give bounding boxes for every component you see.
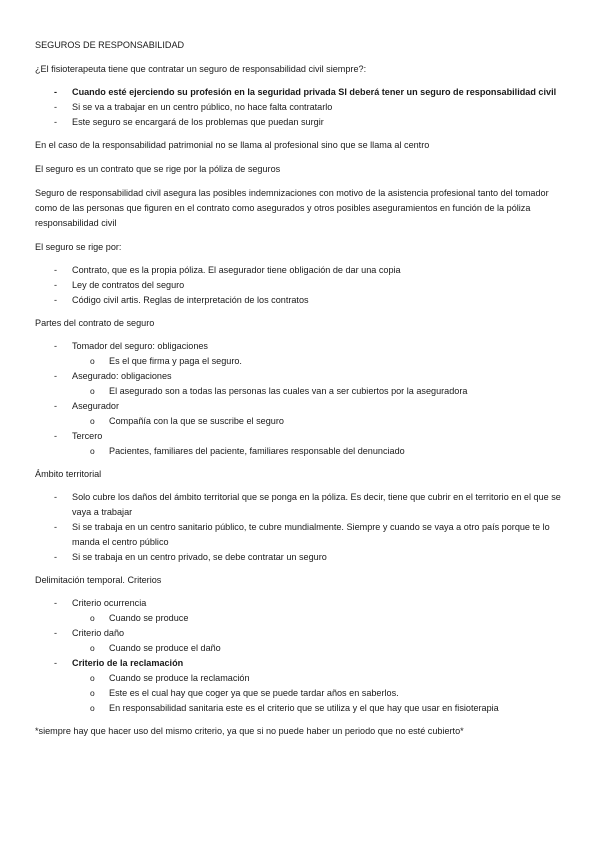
list-item: - Si se va a trabajar en un centro público, no hace falta contratarlo [35,100,565,115]
list-item-label: Tercero [72,431,103,441]
paragraph-contrato: El seguro es un contrato que se rige por la póliza de seguros [35,164,281,174]
sub-list [72,384,565,399]
paragraph-definicion: Seguro de responsabilidad civil asegura las posibles indemnizaciones con motivo de la asistencia profesional tanto del tomador como de las personas que figuren en el contrato como asegurados y otros posibles aseguramientos en función de la póliza responsabilidad civil [35,188,549,228]
rige-list [35,263,565,308]
section-heading-ambito: Ámbito territorial [35,469,102,479]
list-item [35,399,565,429]
sub-list [72,444,565,459]
list-item [35,369,565,399]
sub-list-item: o Pacientes, familiares del paciente, familiares responsable del denunciado [72,444,565,459]
list-item-label: Criterio ocurrencia [72,598,147,608]
sub-list [72,354,565,369]
list-item: - Si se trabaja en un centro privado, se debe contratar un seguro [35,550,565,565]
sub-list-item: o Cuando se produce la reclamación [72,671,565,686]
list-item: - Contrato, que es la propia póliza. El asegurador tiene obligación de dar una copia [35,263,565,278]
list-item-label: Asegurado: obligaciones [72,371,172,381]
list-item-label: Criterio de la reclamación [72,658,184,668]
list-item [35,596,565,626]
sub-list-item: o Es el que firma y paga el seguro. [72,354,565,369]
document-title: SEGUROS DE RESPONSABILIDAD [35,40,185,50]
sub-list-item: o Este es el cual hay que coger ya que se puede tardar años en saberlos. [72,686,565,701]
list-item [35,656,565,716]
question-paragraph: ¿El fisioterapeuta tiene que contratar un seguro de responsabilidad civil siempre?: [35,64,367,74]
list-item [35,626,565,656]
sub-list [72,611,565,626]
sub-list-item: o El asegurado son a todas las personas las cuales van a ser cubiertos por la aseguradora [72,384,565,399]
sub-list-item: o Compañía con la que se suscribe el seguro [72,414,565,429]
sub-list [72,414,565,429]
sub-list [72,671,565,716]
list-item: - Solo cubre los daños del ámbito territorial que se ponga en la póliza. Es decir, tiene que cubrir en el territorio en el que se vaya a trabajar [35,490,565,520]
list-item-label: Criterio daño [72,628,125,638]
list-item: - Código civil artis. Reglas de interpretación de los contratos [35,293,565,308]
sub-list-item: o En responsabilidad sanitaria este es el criterio que se utiliza y el que hay que usar en fisioterapia [72,701,565,716]
sub-list-item: o Cuando se produce [72,611,565,626]
list-item [35,429,565,459]
section-heading-partes: Partes del contrato de seguro [35,318,155,328]
list-item: - Cuando esté ejerciendo su profesión en la seguridad privada SI deberá tener un seguro de responsabilidad civil [35,85,565,100]
sub-list-item: o Cuando se produce el daño [72,641,565,656]
paragraph-patrimonial: En el caso de la responsabilidad patrimonial no se llama al profesional sino que se llama al centro [35,140,430,150]
ambito-list [35,490,565,565]
list-item: - Si se trabaja en un centro sanitario público, te cubre mundialmente. Siempre y cuando se vaya a otro país porque te lo manda el centro público [35,520,565,550]
section-heading-rige: El seguro se rige por: [35,242,122,252]
partes-list [35,339,565,459]
question-list [35,85,565,130]
section-heading-delimitacion: Delimitación temporal. Criterios [35,575,162,585]
criterios-list [35,596,565,716]
list-item [35,339,565,369]
sub-list [72,641,565,656]
list-item: - Este seguro se encargará de los problemas que puedan surgir [35,115,565,130]
list-item-label: Tomador del seguro: obligaciones [72,341,208,351]
document-page [35,38,565,748]
list-item: - Ley de contratos del seguro [35,278,565,293]
list-item-label: Asegurador [72,401,120,411]
footnote: *siempre hay que hacer uso del mismo criterio, ya que si no puede haber un periodo que no esté cubierto* [35,726,464,736]
